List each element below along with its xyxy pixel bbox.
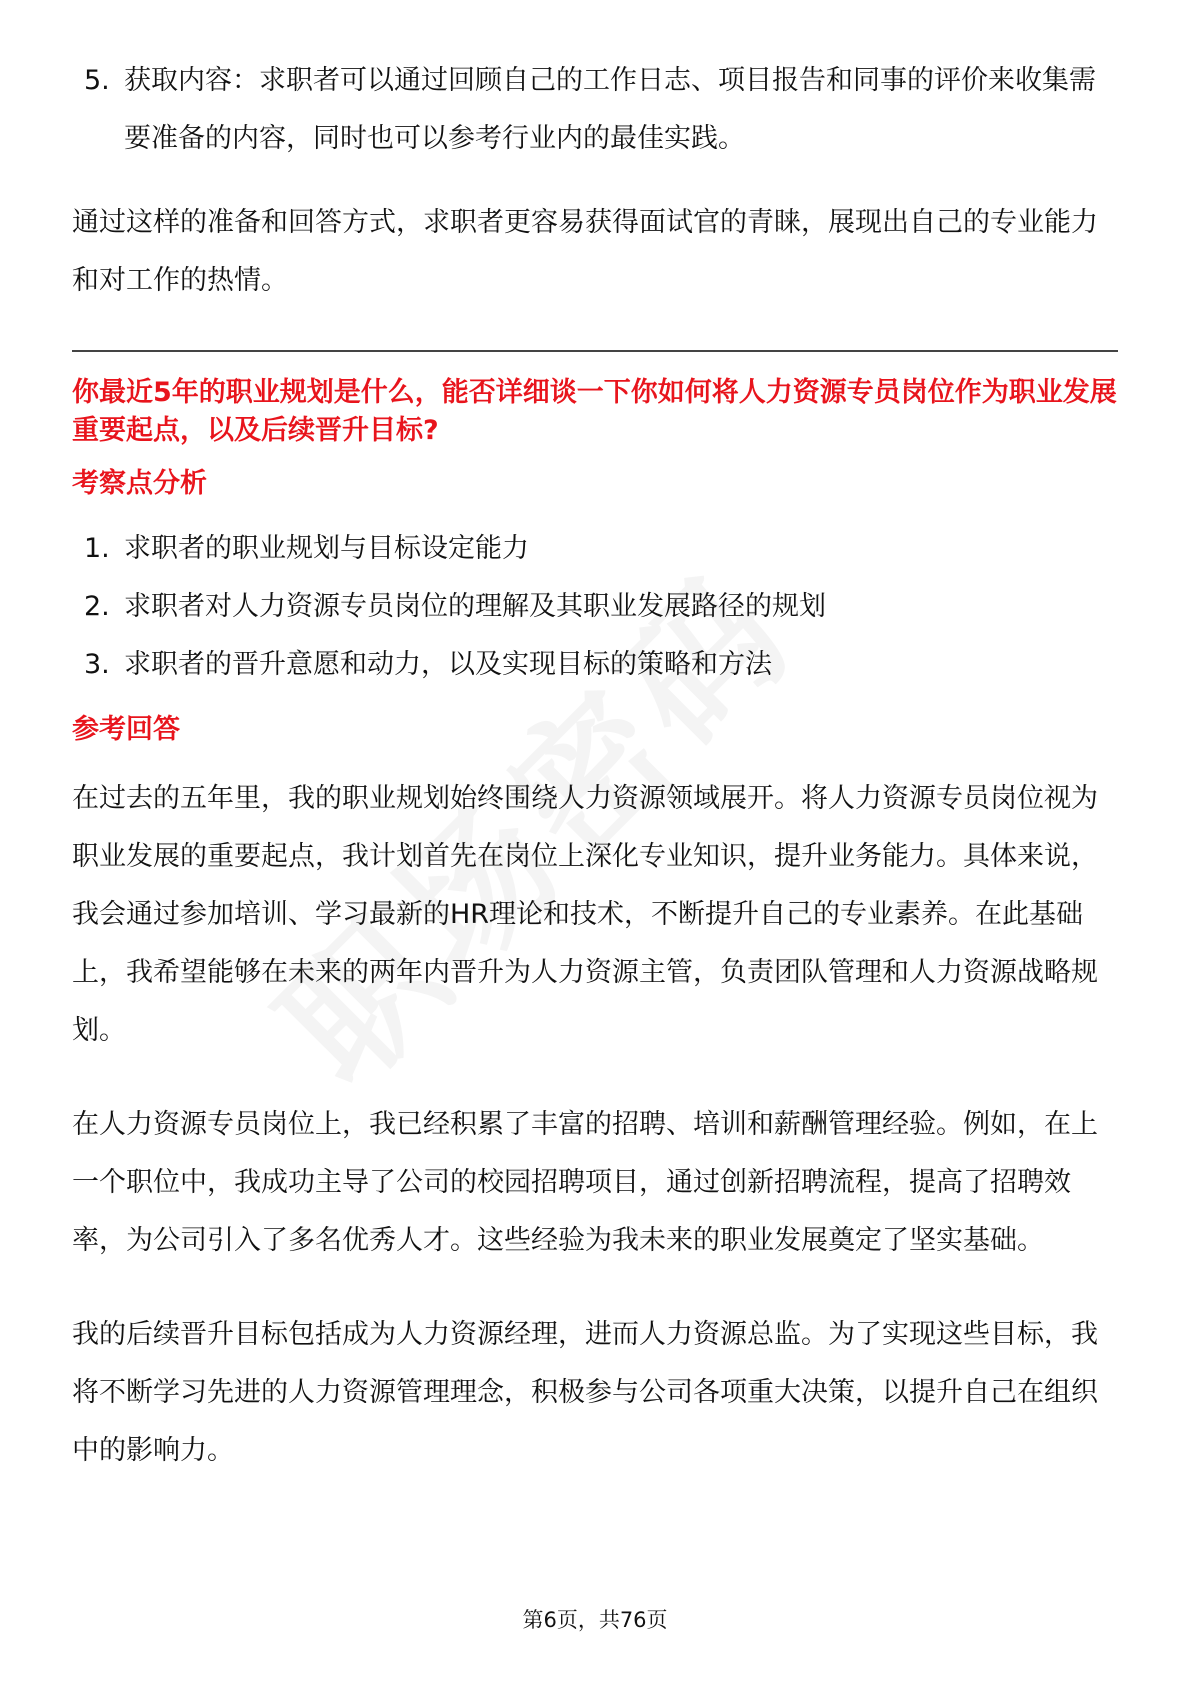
page-content [72,52,1118,1480]
list-text: 求职者的晋升意愿和动力，以及实现目标的策略和方法 [124,649,772,680]
list-item [84,520,1118,578]
question-heading: 你最近5年的职业规划是什么，能否详细谈一下你如何将人力资源专员岗位作为职业发展重要起点，以及后续晋升目标? [72,377,1117,446]
list-text: 求职者对人力资源专员岗位的理解及其职业发展路径的规划 [124,591,826,622]
page-footer: 第6页，共76页 [522,1608,668,1632]
list-number: 1. [84,533,110,564]
answer-heading: 参考回答 [72,714,180,745]
list-text: 获取内容：求职者可以通过回顾自己的工作日志、项目报告和同事的评价来收集需要准备的内容，同时也可以参考行业内的最佳实践。 [124,65,1096,154]
list-number: 3. [84,649,110,680]
list-number: 2. [84,591,110,622]
analysis-heading: 考察点分析 [72,468,207,499]
list-text: 求职者的职业规划与目标设定能力 [124,533,529,564]
section-divider [72,350,1118,352]
answer-paragraph: 我的后续晋升目标包括成为人力资源经理，进而人力资源总监。为了实现这些目标，我将不断学习先进的人力资源管理理念，积极参与公司各项重大决策，以提升自己在组织中的影响力。 [72,1319,1098,1466]
list-item [84,636,1118,694]
list-item [84,578,1118,636]
list-item [84,52,1118,168]
answer-paragraph: 在人力资源专员岗位上，我已经积累了丰富的招聘、培训和薪酬管理经验。例如，在上一个职位中，我成功主导了公司的校园招聘项目，通过创新招聘流程，提高了招聘效率，为公司引入了多名优秀人才。这些经验为我未来的职业发展奠定了坚实基础。 [72,1109,1098,1256]
answer-paragraph: 在过去的五年里，我的职业规划始终围绕人力资源领域展开。将人力资源专员岗位视为职业发展的重要起点，我计划首先在岗位上深化专业知识，提升业务能力。具体来说，我会通过参加培训、学习最新的HR理论和技术，不断提升自己的专业素养。在此基础上，我希望能够在未来的两年内晋升为人力资源主管，负责团队管理和人力资源战略规划。 [72,783,1098,1046]
conclusion-paragraph: 通过这样的准备和回答方式，求职者更容易获得面试官的青睐，展现出自己的专业能力和对工作的热情。 [72,207,1098,296]
list-number: 5. [84,65,110,96]
